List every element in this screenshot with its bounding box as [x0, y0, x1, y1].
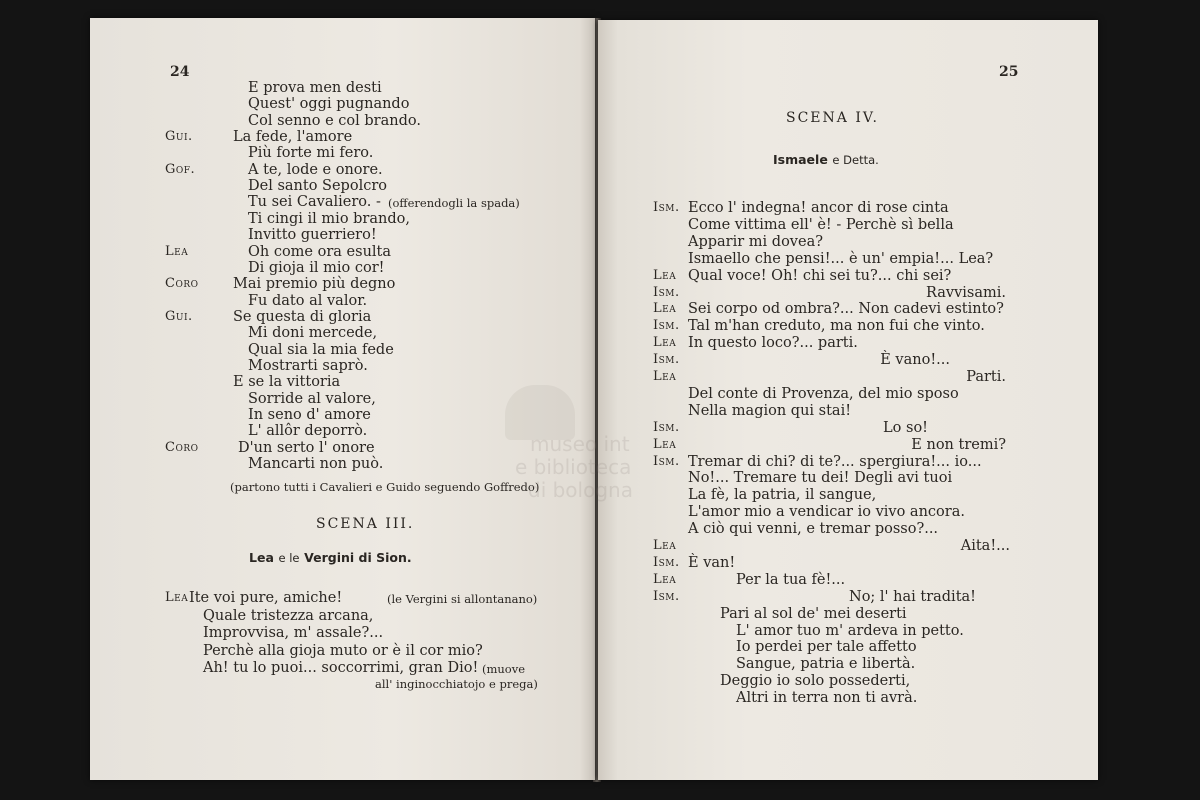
verse-line: Tu sei Cavaliero. -: [248, 194, 381, 211]
verse-line: A te, lode e onore.: [248, 161, 383, 178]
verse-line: Ite voi pure, amiche!: [189, 590, 343, 606]
verse-line: Tremar di chi? di te?... spergiura!... io...: [688, 453, 982, 470]
speaker-name: Lea: [165, 590, 189, 605]
speaker-name: Ism.: [653, 318, 680, 334]
watermark-text: e biblioteca: [515, 455, 632, 479]
page-number: 24: [170, 64, 190, 80]
verse-line: Ismaello che pensi!... è un' empia!... Lea?: [688, 250, 994, 267]
verse-line: Mancarti non può.: [248, 456, 384, 473]
verse-line: Lo so!: [883, 419, 928, 436]
verse-line: Come vittima ell' è! - Perchè sì bella: [688, 216, 954, 233]
speaker-name: Ism.: [653, 352, 680, 368]
verse-line: Oh come ora esulta: [248, 243, 392, 260]
verse-line: Ah! tu lo puoi... soccorrimi, gran Dio!: [203, 660, 479, 676]
verse-line: Col senno e col brando.: [248, 112, 421, 129]
speaker-name: Coro: [165, 439, 199, 455]
verse-line: Ravvisami.: [926, 284, 1006, 301]
verse-line: Invitto guerriero!: [248, 227, 377, 244]
verse-line: D'un serto l' onore: [238, 439, 375, 456]
speaker-name: Gui.: [165, 308, 193, 324]
verse-line: Pari al sol de' mei deserti: [720, 605, 907, 622]
verse-line: Ti cingi il mio brando,: [248, 210, 410, 227]
speaker-name: Lea: [653, 436, 677, 452]
scene-heading: SCENA III.: [316, 516, 415, 532]
verse-line: In seno d' amore: [248, 407, 371, 423]
speaker-name: Lea: [653, 335, 677, 351]
verse-line: Del conte di Provenza, del mio sposo: [688, 385, 959, 402]
character-name: Ismaele: [773, 152, 828, 167]
verse-line: Sei corpo od ombra?... Non cadevi estinto?: [688, 301, 1004, 318]
verse-line: Apparir mi dovea?: [688, 233, 823, 250]
stage-direction: (partono tutti i Cavalieri e Guido seguendo Goffredo): [230, 480, 540, 494]
speaker-name: Ism.: [653, 588, 680, 604]
conjunction: e Detta.: [832, 153, 879, 167]
verse-line: L'amor mio a vendicar io vivo ancora.: [688, 504, 965, 521]
verse-line: Del santo Sepolcro: [248, 178, 387, 195]
verse-line: Deggio io solo possederti,: [720, 673, 911, 690]
verse-line: Per la tua fè!...: [736, 571, 846, 588]
verse-line: Quale tristezza arcana,: [203, 608, 374, 624]
watermark-text: di bologna: [528, 478, 633, 502]
speaker-name: Lea: [653, 571, 677, 587]
verse-line: L' amor tuo m' ardeva in petto.: [736, 622, 964, 639]
scene-characters: [773, 152, 879, 168]
speaker-name: Lea: [653, 369, 677, 384]
stage-direction: all' inginocchiatojo e prega): [375, 677, 538, 691]
scene-characters: [249, 550, 412, 566]
verse-line: La fè, la patria, il sangue,: [688, 487, 877, 504]
verse-line: Mai premio più degno: [233, 276, 396, 293]
verse-line: Se questa di gloria: [233, 308, 372, 325]
verse-line: Mi doni mercede,: [248, 325, 378, 342]
page-number: 25: [999, 64, 1019, 80]
verse-line: Aita!...: [960, 538, 1010, 554]
speaker-name: Gof.: [165, 161, 196, 177]
verse-line: Improvvisa, m' assale?...: [203, 625, 384, 641]
verse-line: Perchè alla gioja muto or è il cor mio?: [203, 643, 483, 659]
verse-line: A ciò qui venni, e tremar posso?...: [688, 521, 939, 538]
right-page: [598, 20, 1098, 780]
stage-direction: (offerendogli la spada): [388, 196, 520, 211]
verse-line: Altri in terra non ti avrà.: [736, 690, 918, 707]
speaker-name: Ism.: [653, 419, 680, 435]
verse-line: E se la vittoria: [233, 374, 341, 391]
verse-line: In questo loco?... parti.: [688, 335, 858, 352]
scene-heading: SCENA IV.: [786, 110, 879, 126]
verse-line: È van!: [688, 554, 736, 571]
verse-line: No!... Tremare tu dei! Degli avi tuoi: [688, 470, 953, 487]
verse-line: Di gioja il mio cor!: [248, 259, 385, 276]
verse-line: Sorride al valore,: [248, 390, 376, 407]
verse-line: Mostrarti saprò.: [248, 357, 368, 374]
speaker-name: Ism.: [653, 200, 680, 215]
verse-line: Io perdei per tale affetto: [736, 639, 917, 656]
conjunction: e le: [278, 551, 300, 565]
verse-line: E prova men desti: [248, 80, 382, 96]
verse-line: Più forte mi fero.: [248, 145, 374, 162]
speaker-name: Lea: [653, 267, 677, 283]
verse-line: Qual voce! Oh! chi sei tu?... chi sei?: [688, 267, 952, 284]
character-name: Vergini di Sion.: [304, 550, 412, 565]
verse-line: No; l' hai tradita!: [849, 588, 976, 605]
verse-line: Qual sia la mia fede: [248, 341, 394, 358]
watermark-text: museo int: [530, 432, 630, 456]
speaker-name: Coro: [165, 276, 199, 292]
verse-line: E non tremi?: [911, 436, 1006, 453]
character-name: Lea: [249, 550, 274, 565]
speaker-name: Ism.: [653, 284, 680, 300]
speaker-name: Ism.: [653, 453, 680, 469]
speaker-name: Lea: [165, 243, 189, 259]
verse-line: Fu dato al valor.: [248, 292, 368, 309]
verse-line: La fede, l'amore: [233, 129, 353, 146]
verse-line: L' allôr deporrò.: [248, 423, 368, 440]
verse-line: Quest' oggi pugnando: [248, 96, 410, 113]
verse-line: È vano!...: [880, 352, 950, 369]
speaker-name: Ism.: [653, 554, 680, 570]
speaker-name: Gui.: [165, 129, 193, 145]
verse-line: Parti.: [966, 369, 1006, 385]
stage-direction: (le Vergini si allontanano): [387, 592, 538, 606]
speaker-name: Lea: [653, 301, 677, 317]
speaker-name: Lea: [653, 538, 677, 553]
verse-line: Nella magion qui stai!: [688, 402, 852, 419]
verse-line: Ecco l' indegna! ancor di rose cinta: [688, 200, 949, 216]
verse-line: Tal m'han creduto, ma non fui che vinto.: [688, 318, 985, 335]
verse-line: Sangue, patria e libertà.: [736, 656, 916, 673]
stage-direction: (muove: [482, 662, 526, 676]
